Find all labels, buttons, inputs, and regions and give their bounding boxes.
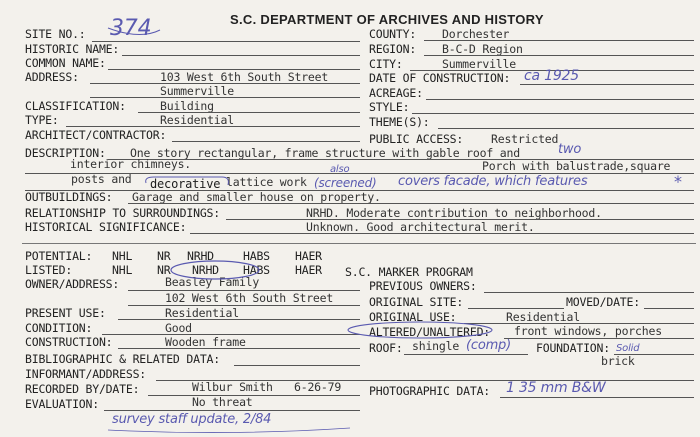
description-hand-rest: covers facade, which features <box>398 174 588 189</box>
description-line3a: posts and <box>71 172 132 186</box>
owner-label: OWNER/ADDRESS: <box>25 277 120 291</box>
description-line3b: lattice work <box>226 175 307 189</box>
theme-label: THEME(S): <box>369 115 430 129</box>
decorative-caret <box>146 177 229 185</box>
description-line1: One story rectangular, frame structure with gable roof and <box>130 146 520 160</box>
roof-hand-comp: (comp) <box>466 338 511 353</box>
potential-nr: NR <box>157 249 171 263</box>
photographic-data-value: 1 35 mm B&W <box>506 380 606 396</box>
roof-value: shingle <box>412 339 460 353</box>
acreage-label: ACREAGE: <box>369 86 423 100</box>
architect-label: ARCHITECT/CONTRACTOR: <box>25 128 167 142</box>
bibliographic-label: BIBLIOGRAPHIC & RELATED DATA: <box>25 352 220 366</box>
significance-value: Unknown. Good architectural merit. <box>306 220 535 234</box>
survey-staff-update-note: survey staff update, 2/84 <box>112 412 272 427</box>
foundation-label: FOUNDATION: <box>536 341 610 355</box>
recorded-by-label: RECORDED BY/DATE: <box>25 382 140 396</box>
county-value: Dorchester <box>442 27 510 41</box>
common-name-label: COMMON NAME: <box>25 56 106 70</box>
foundation-hand-solid: Solid <box>616 343 640 354</box>
potential-label: POTENTIAL: <box>25 249 93 263</box>
public-access-value: Restricted <box>491 132 559 146</box>
significance-label: HISTORICAL SIGNIFICANCE: <box>25 220 187 234</box>
original-site-label: ORIGINAL SITE: <box>369 295 464 309</box>
evaluation-label: EVALUATION: <box>25 397 99 411</box>
condition-label: CONDITION: <box>25 321 93 335</box>
address-line1: 103 West 6th South Street <box>160 70 329 84</box>
site-no-label: SITE NO.: <box>25 27 86 41</box>
potential-haer: HAER <box>295 249 322 263</box>
city-label: CITY: <box>369 57 403 71</box>
public-access-label: PUBLIC ACCESS: <box>369 132 464 146</box>
description-line2b: Porch with balustrade,square <box>482 159 671 173</box>
altered-label: ALTERED/UNALTERED: <box>369 325 491 339</box>
recorded-by-name: Wilbur Smith <box>192 380 273 394</box>
relationship-value: NRHD. Moderate contribution to neighborhood. <box>306 206 602 220</box>
foundation-value: brick <box>601 354 635 368</box>
style-label: STYLE: <box>369 100 410 114</box>
evaluation-value: No threat <box>192 395 253 409</box>
owner-line1: Beasley Family <box>165 275 260 289</box>
potential-habs: HABS <box>243 249 270 263</box>
listed-nrhd: NRHD <box>192 263 219 277</box>
address-label: ADDRESS: <box>25 70 79 84</box>
outbuildings-label: OUTBUILDINGS: <box>25 190 113 204</box>
roof-label: ROOF: <box>369 341 403 355</box>
moved-date-label: MOVED/DATE: <box>566 295 640 309</box>
original-use-value: Residential <box>506 310 580 324</box>
type-label: TYPE: <box>25 113 59 127</box>
altered-value: front windows, porches <box>514 324 662 338</box>
marker-program-label: S.C. MARKER PROGRAM <box>345 265 473 279</box>
description-hand-also: also <box>330 164 350 175</box>
previous-owners-label: PREVIOUS OWNERS: <box>369 279 477 293</box>
nrhd-circle <box>171 261 259 279</box>
present-use-label: PRESENT USE: <box>25 306 106 320</box>
outbuildings-value: Garage and smaller house on property. <box>132 190 381 204</box>
listed-haer: HAER <box>295 263 322 277</box>
card-header-title: S.C. DEPARTMENT OF ARCHIVES AND HISTORY <box>230 12 544 27</box>
site-no-underline <box>108 28 160 35</box>
listed-label: LISTED: <box>25 263 73 277</box>
description-label: DESCRIPTION: <box>25 146 106 160</box>
description-line2: interior chimneys. <box>70 157 192 171</box>
note-underline <box>108 428 350 433</box>
listed-habs: HABS <box>243 263 270 277</box>
relationship-label: RELATIONSHIP TO SURROUNDINGS: <box>25 206 220 220</box>
original-use-label: ORIGINAL USE: <box>369 310 457 324</box>
historic-name-label: HISTORIC NAME: <box>25 42 120 56</box>
site-no-value: 374 <box>110 16 152 41</box>
potential-nrhd: NRHD <box>187 249 214 263</box>
region-value: B-C-D Region <box>442 42 523 56</box>
description-hand-star: * <box>674 172 682 191</box>
construction-label: CONSTRUCTION: <box>25 335 113 349</box>
description-hand-decorative: decorative <box>150 177 221 191</box>
owner-line2: 102 West 6th South Street <box>165 291 334 305</box>
classification-label: CLASSIFICATION: <box>25 99 126 113</box>
recorded-by-date: 6-26-79 <box>294 380 342 394</box>
listed-nhl: NHL <box>112 263 133 277</box>
description-hand-screened: (screened) <box>314 176 377 190</box>
date-of-construction-label: DATE OF CONSTRUCTION: <box>369 71 511 85</box>
present-use-value: Residential <box>165 306 239 320</box>
condition-value: Good <box>165 321 192 335</box>
informant-label: INFORMANT/ADDRESS: <box>25 367 147 381</box>
city-value: Summerville <box>442 57 516 71</box>
classification-value: Building <box>160 99 214 113</box>
region-label: REGION: <box>369 42 417 56</box>
address-line2: Summerville <box>160 84 234 98</box>
photographic-data-label: PHOTOGRAPHIC DATA: <box>369 384 491 398</box>
description-hand-two: two <box>558 142 582 157</box>
county-label: COUNTY: <box>369 27 417 41</box>
type-value: Residential <box>160 113 234 127</box>
date-of-construction-value: ca 1925 <box>524 68 579 84</box>
listed-nr: NR <box>157 263 171 277</box>
altered-circle <box>348 322 492 338</box>
construction-value: Wooden frame <box>165 335 246 349</box>
potential-nhl: NHL <box>112 249 133 263</box>
